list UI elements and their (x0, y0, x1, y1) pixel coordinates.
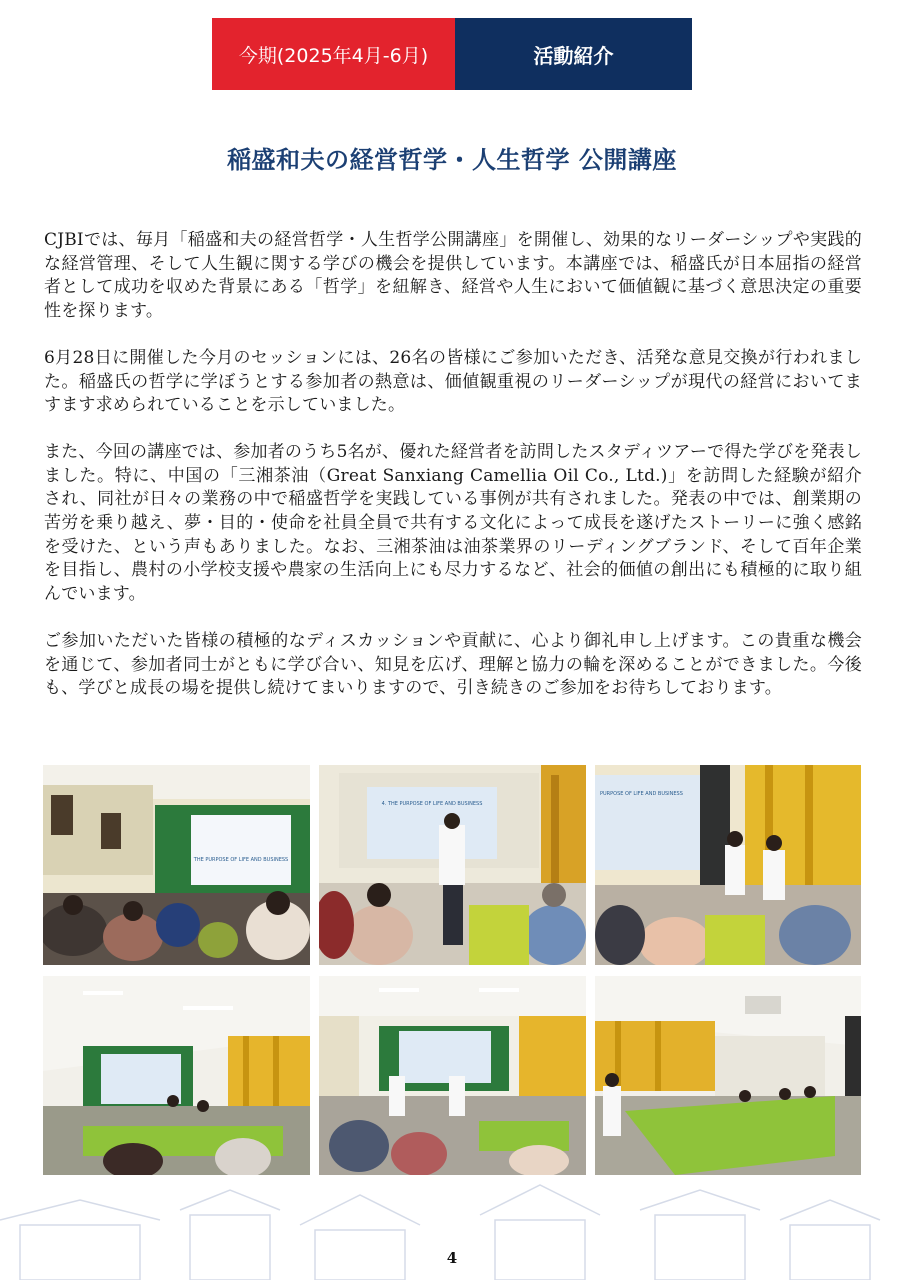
paragraph-thanks: ご参加いただいた皆様の積極的なディスカッションや貢献に、心より御礼申し上げます。この貴重な機会を通じて、参加者同士がともに学び合い、知見を広げ、理解と協力の輪を深めることができました。今後も、学びと成長の場を提供し続けてまいりますので、引き続きのご参加をお待ちしております。 (44, 630, 862, 699)
paragraph-session: 6月28日に開催した今月のセッションには、26名の皆様にご参加いただき、活発な意見交換が行われました。稲盛氏の哲学に学ぼうとする参加者の熱意は、価値観重視のリーダーシップが現代の経営においてますます求められていることを示していました。 (44, 347, 862, 416)
paragraph-study-tour: また、今回の講座では、参加者のうち5名が、優れた経営者を訪問したスタディツアーで得た学びを発表しました。特に、中国の「三湘茶油（Great Sanxiang Camellia Oil Co., Ltd.)」を訪問した経験が紹介され、同社が日々の業務の中で稲盛哲学を実践している事例が共有されました。発表の中では、創業期の苦労を乗り越え、夢・目的・使命を社員全員で共有する文化によって成長を遂げたストーリーに強く感銘を受けた、という声もありました。なお、三湘茶油は油茶業界のリーディングブランド、そして百年企業を目指し、農村の小学校支援や農家の生活向上にも尽力するなど、社会的価値の創出にも積極的に取り組んでいます。 (44, 441, 862, 605)
slide-text-1: THE PURPOSE OF LIFE AND BUSINESS (193, 857, 289, 863)
slide-text-2: 4. THE PURPOSE OF LIFE AND BUSINESS (381, 801, 483, 807)
header-tabs (212, 18, 692, 90)
seminar-photo-2 (319, 765, 586, 965)
photo-grid (43, 765, 861, 1175)
seminar-photo-6 (595, 976, 861, 1175)
paragraph-intro: CJBIでは、毎月「稲盛和夫の経営哲学・人生哲学公開講座」を開催し、効果的なリーダーシップや実践的な経営管理、そして人生観に関する学びの機会を提供しています。本講座では、稲盛氏が日本屈指の経営者として成功を収めた背景にある「哲学」を紐解き、経営や人生において価値観に基づく意思決定の重要性を探ります。 (44, 230, 862, 322)
period-label: 今期(2025年4月-6月) (212, 18, 455, 90)
article-body (44, 229, 862, 724)
slide-text-3: PURPOSE OF LIFE AND BUSINESS (600, 791, 683, 797)
seminar-photo-4 (43, 976, 310, 1175)
section-label: 活動紹介 (455, 18, 692, 90)
seminar-photo-3 (595, 765, 861, 965)
seminar-photo-5 (319, 976, 586, 1175)
page-number: 4 (446, 1249, 458, 1267)
seminar-photo-1 (43, 765, 310, 965)
page-title: 稲盛和夫の経営哲学・人生哲学 公開講座 (227, 146, 677, 174)
